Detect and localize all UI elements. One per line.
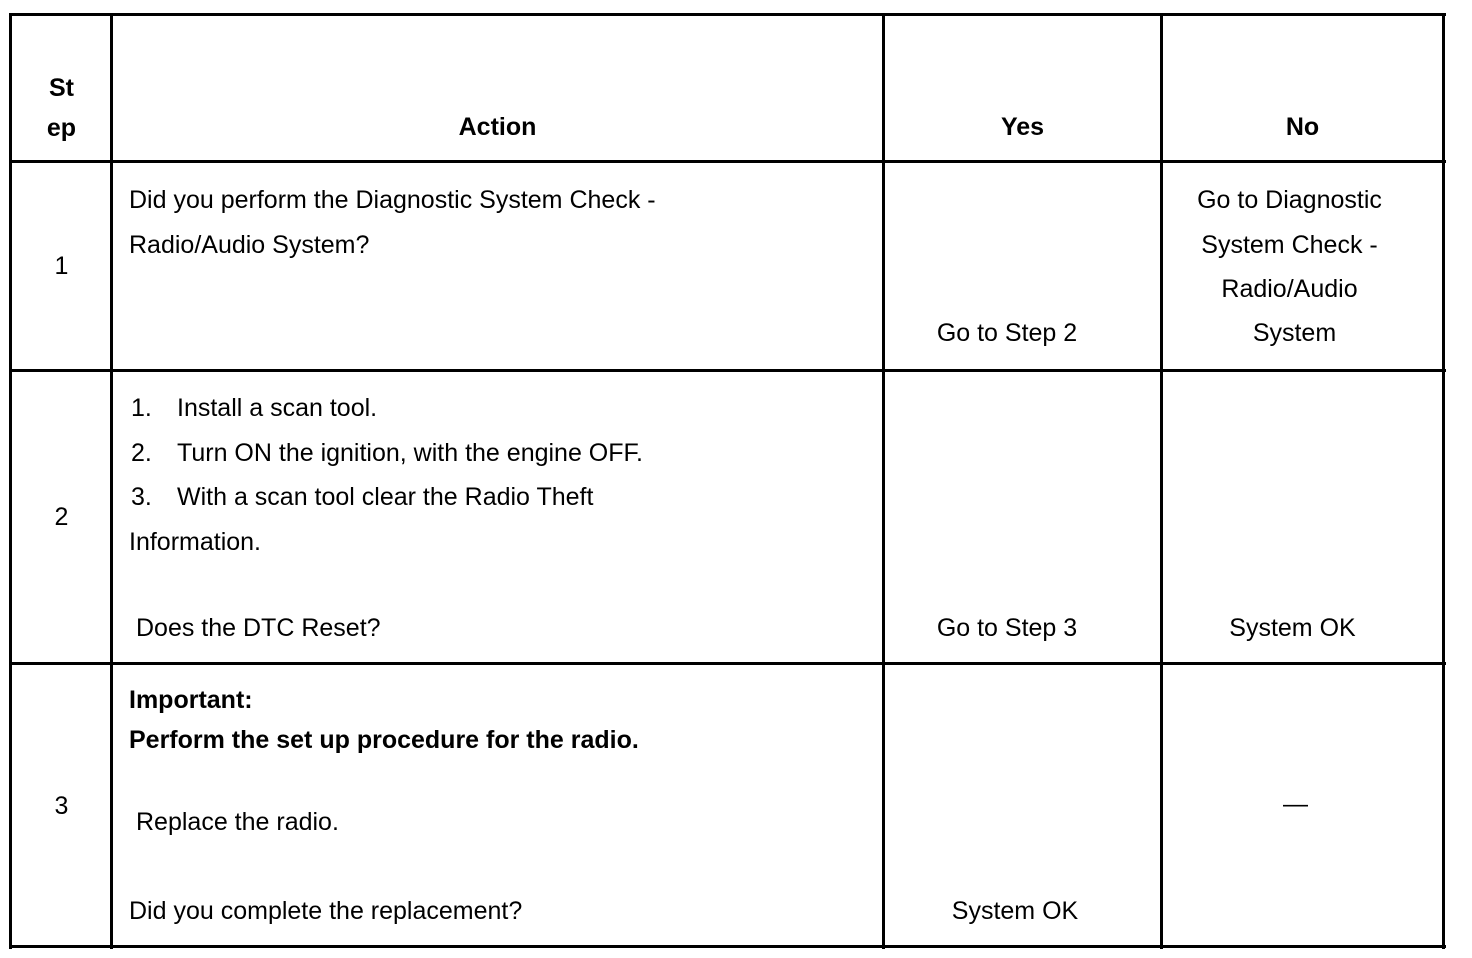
important-label: Important: [129,686,253,714]
list-item [131,393,377,423]
list-item-number: 2. [131,439,152,467]
table-border-top [9,13,1446,16]
action-question: Does the DTC Reset? [136,614,381,642]
header-step-line2: ep [46,114,77,142]
action-instruction: Replace the radio. [136,808,339,836]
no-result: — [1283,790,1308,818]
yes-result: Go to Step 2 [936,319,1078,347]
no-result: System OK [1229,614,1356,642]
list-item-text: Install a scan tool. [177,394,378,422]
header-no: No [1285,113,1320,141]
table-border-left [9,13,12,949]
action-text-line: Did you perform the Diagnostic System Check - [129,186,656,214]
column-divider [110,13,113,949]
no-result-line: System [1252,319,1337,347]
list-item-text: With a scan tool clear the Radio Theft [177,483,594,511]
yes-result: Go to Step 3 [936,614,1078,642]
step-number: 3 [54,792,69,820]
list-item-number: 3. [131,483,152,511]
no-result-line: System Check - [1201,231,1378,259]
list-item-continuation: Information. [129,528,262,556]
row-divider [9,662,1446,665]
no-result-line: Radio/Audio [1221,275,1358,303]
table-border-bottom [9,945,1446,948]
important-note: Perform the set up procedure for the radio. [129,726,639,754]
list-item-text: Turn ON the ignition, with the engine OFF. [177,439,643,467]
table-border-right [1442,13,1445,949]
header-yes: Yes [1000,113,1045,141]
header-action: Action [458,113,537,141]
column-divider [882,13,885,949]
row-divider [9,160,1446,163]
row-divider [9,369,1446,372]
step-number: 1 [54,252,69,280]
action-question: Did you complete the replacement? [129,897,523,925]
action-text-line: Radio/Audio System? [129,231,370,259]
yes-result: System OK [951,897,1079,925]
header-step-line1: St [49,74,74,102]
list-item [131,482,593,512]
list-item [131,438,643,468]
step-number: 2 [54,503,69,531]
list-item-number: 1. [131,394,152,422]
no-result-line: Go to Diagnostic [1197,186,1382,214]
